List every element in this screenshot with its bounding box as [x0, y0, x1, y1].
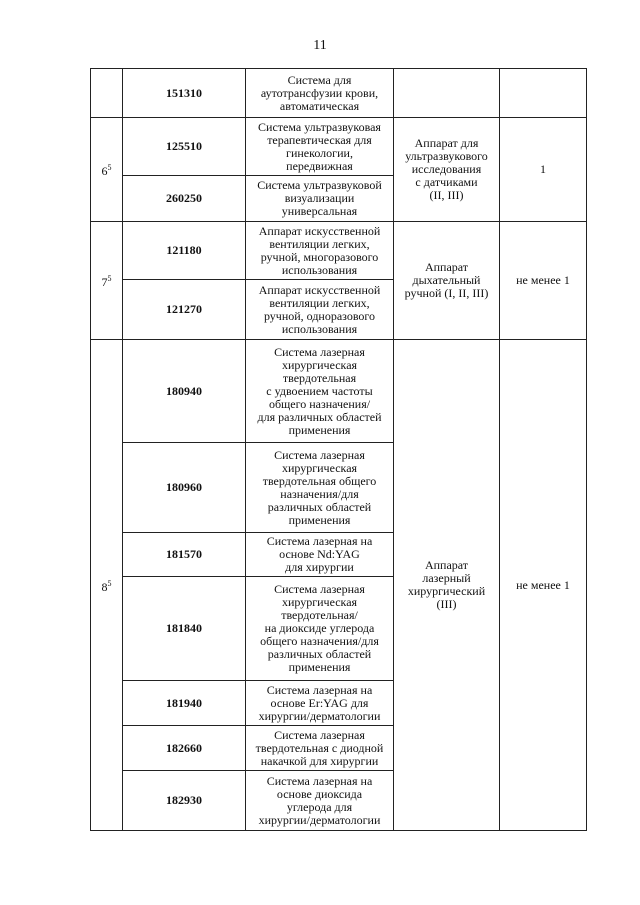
code-cell: 181570 [123, 533, 246, 577]
text-line: (II, III) [429, 188, 464, 202]
text-line: хирургическая [281, 460, 358, 475]
text-line: лазерный [422, 571, 471, 585]
name-cell [246, 681, 394, 726]
text-line: различных областей [267, 647, 372, 661]
text-line: основе диоксида [276, 786, 363, 801]
text-line: дыхательный [412, 273, 481, 287]
code-cell: 121180 [123, 222, 246, 280]
text-line: применения [288, 660, 351, 674]
text-line: на диоксиде углерода [264, 621, 375, 635]
code-cell: 182930 [123, 771, 246, 831]
device-cell [394, 340, 500, 831]
text-line: назначения/для [280, 486, 359, 501]
code-cell: 180960 [123, 443, 246, 533]
text-line: общего назначения/для [260, 634, 379, 648]
text-line: Система лазерная [274, 582, 365, 596]
text-line: твердотельная с диодной [255, 740, 384, 755]
code-cell: 151310 [123, 69, 246, 118]
device-cell [394, 118, 500, 222]
text-line: Аппарат искусственной [258, 282, 381, 297]
text-line: Система лазерная [274, 344, 365, 359]
name-cell [246, 222, 394, 280]
group-number-cell: $7^5$ [91, 222, 123, 340]
text-line: универсальная [281, 204, 358, 218]
text-line: Система ультразвуковой [257, 178, 382, 192]
text-line: Аппарат [424, 260, 469, 274]
table-row [91, 118, 587, 176]
table-row [91, 222, 587, 280]
text-line: хирургическая [281, 595, 358, 609]
text-line: хирургический [407, 584, 486, 598]
text-line: терапевтическая для [267, 132, 372, 147]
text-line: передвижная [286, 158, 353, 173]
code-cell: 180940 [123, 340, 246, 443]
text-line: вентиляции легких, [269, 236, 370, 251]
text-line: накачкой для хирургии [260, 753, 379, 768]
text-line: Система для [287, 72, 352, 87]
code-cell: 182660 [123, 726, 246, 771]
quantity-cell [500, 69, 587, 118]
name-cell [246, 726, 394, 771]
text-line: хирургии/дерматологии [258, 812, 381, 827]
quantity-cell: 1 [500, 118, 587, 222]
text-line: визуализации [284, 191, 355, 205]
text-line: гинекологии, [286, 145, 353, 160]
text-line: для различных областей [257, 409, 382, 424]
text-line: Система лазерная [274, 447, 365, 462]
text-line: Система лазерная на [266, 534, 373, 548]
text-line: хирургии/дерматологии [258, 708, 381, 723]
text-line: Система лазерная на [266, 773, 373, 788]
quantity-cell: не менее 1 [500, 340, 587, 831]
code-cell: 125510 [123, 118, 246, 176]
text-line: твердотельная общего [262, 473, 377, 488]
code-cell: 181940 [123, 681, 246, 726]
device-cell [394, 222, 500, 340]
text-line: углерода для [286, 799, 353, 814]
text-line: ручной, одноразового [263, 308, 376, 323]
code-cell: 181840 [123, 577, 246, 681]
text-line: с удвоением частоты [266, 383, 373, 398]
name-cell [246, 577, 394, 681]
text-line: использования [281, 321, 358, 336]
text-line: Система ультразвуковая [258, 119, 381, 134]
quantity-cell: не менее 1 [500, 222, 587, 340]
device-cell [394, 69, 500, 118]
name-cell [246, 771, 394, 831]
text-line: ручной (I, II, III) [404, 286, 489, 300]
text-line: Аппарат искусственной [258, 223, 381, 238]
text-line: аутотрансфузии крови, [260, 85, 379, 100]
text-line: с датчиками [415, 175, 478, 189]
table-row [91, 340, 587, 443]
name-cell [246, 176, 394, 222]
table-row [91, 69, 587, 118]
page-number: 11 [313, 38, 327, 53]
group-number-cell: $6^5$ [91, 118, 123, 222]
text-line: применения [288, 422, 351, 437]
text-line: Аппарат для [414, 136, 479, 150]
text-line: ультразвукового [405, 149, 488, 163]
code-cell: 260250 [123, 176, 246, 222]
code-cell: 121270 [123, 280, 246, 340]
text-line: твердотельная [282, 370, 357, 385]
text-line: автоматическая [279, 98, 360, 113]
text-line: Система лазерная [274, 727, 365, 742]
name-cell [246, 118, 394, 176]
text-line: Аппарат [424, 558, 469, 572]
name-cell [246, 533, 394, 577]
text-line: для хирургии [285, 560, 354, 574]
text-line: вентиляции легких, [269, 295, 370, 310]
name-cell [246, 340, 394, 443]
text-line: Система лазерная на [266, 682, 373, 697]
text-line: общего назначения/ [268, 396, 371, 411]
name-cell [246, 280, 394, 340]
group-number-cell [91, 69, 123, 118]
text-line: ручной, многоразового [260, 249, 379, 264]
name-cell [246, 69, 394, 118]
text-line: использования [281, 262, 358, 277]
text-line: хирургическая [281, 357, 358, 372]
text-line: исследования [411, 162, 482, 176]
text-line: твердотельная/ [281, 608, 358, 622]
text-line: основе Nd:YAG [279, 547, 360, 561]
text-line: основе Er:YAG для [270, 695, 369, 710]
text-line: (III) [436, 597, 457, 611]
group-number-cell: $8^5$ [91, 340, 123, 831]
name-cell [246, 443, 394, 533]
equipment-table [90, 68, 587, 831]
text-line: различных областей [267, 499, 372, 514]
text-line: применения [288, 512, 351, 527]
